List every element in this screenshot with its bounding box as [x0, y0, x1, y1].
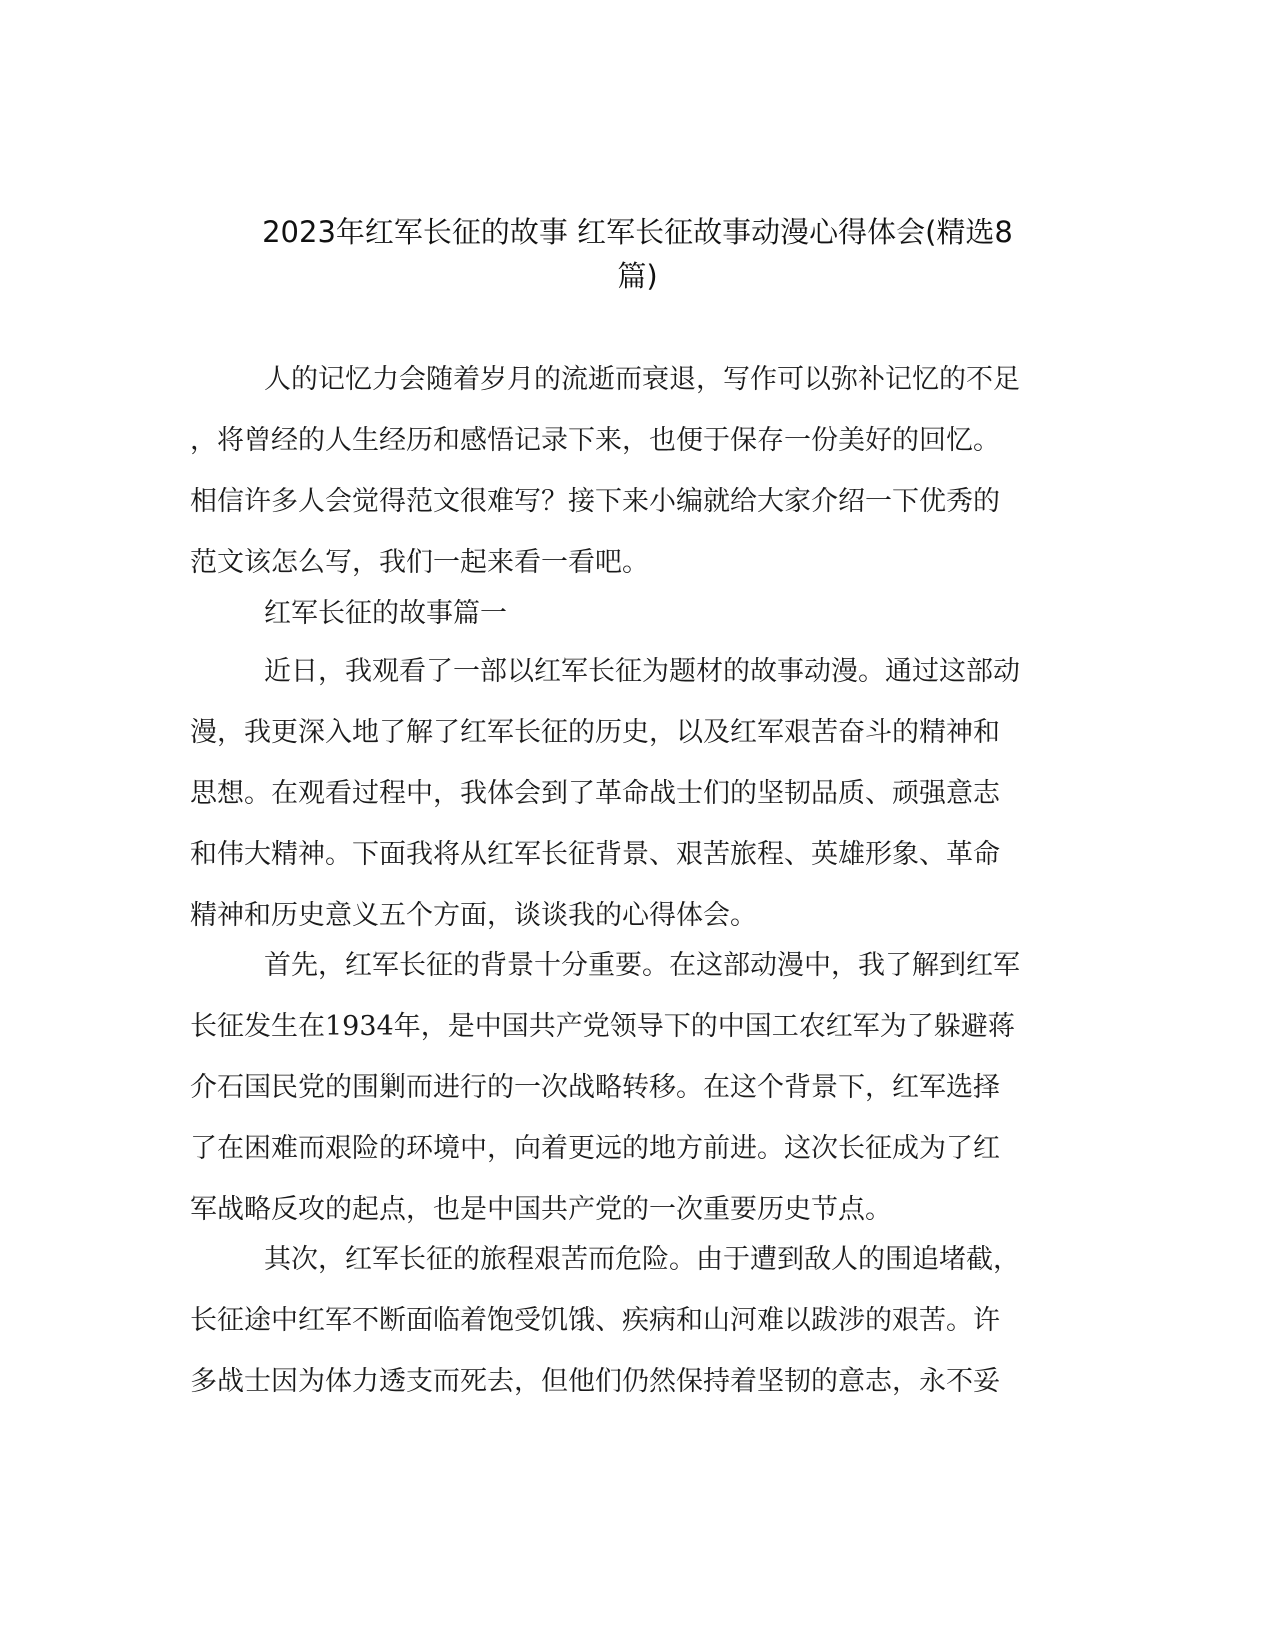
text-line: 了在困难而艰险的环境中，向着更远的地方前进。这次长征成为了红 [190, 1133, 1000, 1164]
text-line: 相信许多人会觉得范文很难写？接下来小编就给大家介绍一下优秀的 [190, 486, 1000, 517]
text-line: 首先，红军长征的背景十分重要。在这部动漫中，我了解到红军 [264, 950, 1020, 981]
text-line: ，将曾经的人生经历和感悟记录下来，也便于保存一份美好的回忆。 [190, 425, 1000, 456]
text-line: 军战略反攻的起点，也是中国共产党的一次重要历史节点。 [190, 1194, 892, 1225]
text-line: 其次，红军长征的旅程艰苦而危险。由于遭到敌人的围追堵截， [264, 1244, 1020, 1275]
text-line: 漫，我更深入地了解了红军长征的历史，以及红军艰苦奋斗的精神和 [190, 717, 1000, 748]
text-line: 长征途中红军不断面临着饱受饥饿、疾病和山河难以跋涉的艰苦。许 [190, 1305, 1000, 1336]
text-line: 介石国民党的围剿而进行的一次战略转移。在这个背景下，红军选择 [190, 1072, 1000, 1103]
body-paragraph [190, 935, 1070, 1240]
body-paragraph [190, 641, 1070, 946]
text-line: 人的记忆力会随着岁月的流逝而衰退，写作可以弥补记忆的不足 [264, 364, 1020, 395]
text-line: 和伟大精神。下面我将从红军长征背景、艰苦旅程、英雄形象、革命 [190, 839, 1000, 870]
body-paragraph [190, 1229, 1070, 1412]
text-line: 近日，我观看了一部以红军长征为题材的故事动漫。通过这部动 [264, 656, 1020, 687]
intro-paragraph [190, 349, 1070, 593]
text-line: 范文该怎么写，我们一起来看一看吧。 [190, 547, 649, 578]
document-title [150, 210, 1125, 298]
section-heading [190, 583, 1070, 644]
text-line: 长征发生在1934年，是中国共产党领导下的中国工农红军为了躲避蒋 [190, 1011, 1015, 1042]
title-line: 篇) [617, 259, 658, 293]
text-line: 思想。在观看过程中，我体会到了革命战士们的坚韧品质、顽强意志 [190, 778, 1000, 809]
text-line: 多战士因为体力透支而死去，但他们仍然保持着坚韧的意志，永不妥 [190, 1366, 1000, 1397]
text-line: 精神和历史意义五个方面，谈谈我的心得体会。 [190, 900, 757, 931]
text-line: 红军长征的故事篇一 [264, 598, 507, 629]
title-line: 2023年红军长征的故事 红军长征故事动漫心得体会(精选8 [262, 215, 1013, 249]
